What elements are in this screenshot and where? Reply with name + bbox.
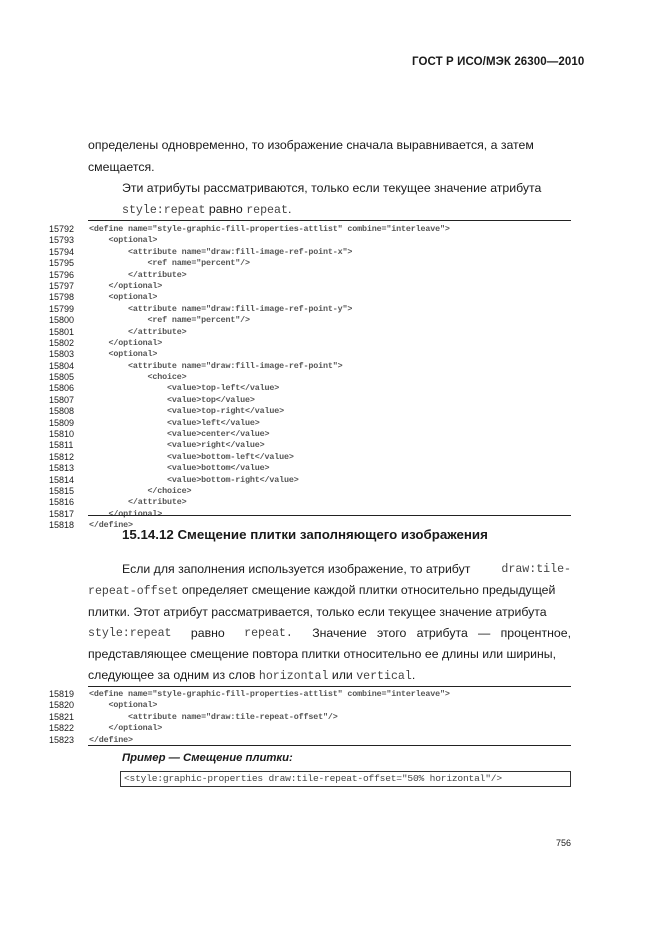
section-line-2: repeat-offset определяет смещение каждой плитки относительно предыдущей <box>88 583 556 598</box>
code-text: <value>bottom-right</value> <box>89 474 299 485</box>
code-text: <define name="style-graphic-fill-properties-attlist" combine="interleave"> <box>89 224 450 234</box>
code-text: <attribute name="draw:fill-image-ref-point-y"> <box>89 303 353 314</box>
line-number: 15800 <box>49 315 75 326</box>
code-block-2-top-rule <box>88 686 571 687</box>
example-code: <style:graphic-properties draw:tile-repeat-offset="50% horizontal"/> <box>124 773 502 784</box>
section-line-5: представляющее смещение повтора плитки относительно ее длины или ширины, <box>88 647 557 661</box>
note-line-2: style:repeat равно repeat. <box>122 202 292 217</box>
line-number: 15802 <box>49 337 75 348</box>
line-number: 15820 <box>49 700 75 711</box>
line-number: 15801 <box>49 326 75 337</box>
note-line-1: Эти атрибуты рассматриваются, только если текущее значение атрибута <box>122 181 542 195</box>
code-text: </optional> <box>89 723 163 734</box>
code-text: <optional> <box>89 349 158 360</box>
line-number: 15811 <box>49 440 74 451</box>
line-number: 15814 <box>49 474 75 485</box>
code-text: <optional> <box>89 700 158 711</box>
intro-line-2: смещается. <box>88 160 155 174</box>
section-line-6: следующее за одним из слов horizontal или vertical. <box>88 668 416 683</box>
line-number: 15808 <box>49 406 75 417</box>
code-text: </define> <box>89 520 133 531</box>
code-text: <value>top-left</value> <box>89 383 280 394</box>
code-text: <value>right</value> <box>89 440 265 451</box>
line-number: 15822 <box>49 723 75 734</box>
code-text: <optional> <box>89 235 158 246</box>
code-text: <attribute name="draw:fill-image-ref-point-x"> <box>89 246 353 257</box>
line-number: 15805 <box>49 372 75 383</box>
section-line-3: плитки. Этот атрибут рассматривается, только если текущее значение атрибута <box>88 605 547 619</box>
attribute-note <box>122 178 541 221</box>
section-line-1: Если для заполнения используется изображение, то атрибут draw:tile- <box>122 562 571 576</box>
line-number: 15799 <box>49 303 75 314</box>
line-number: 15816 <box>49 497 75 508</box>
code-block-1-bottom-rule <box>88 515 571 516</box>
code-text: <define name="style-graphic-fill-properties-attlist" combine="interleave"> <box>89 689 450 699</box>
section-line-4: style:repeat равно repeat. Значение этого атрибута — процентное, <box>88 626 571 640</box>
code-text: <ref name="percent"/> <box>89 258 250 269</box>
page-number: 756 <box>556 838 572 848</box>
section-paragraph <box>122 559 571 580</box>
code-text: </define> <box>89 734 133 745</box>
code-text: <value>top-right</value> <box>89 406 285 417</box>
line-number: 15823 <box>49 734 75 745</box>
line-number: 15821 <box>49 711 75 722</box>
line-number: 15794 <box>49 246 75 257</box>
line-number: 15797 <box>49 280 75 291</box>
line-number: 15806 <box>49 383 75 394</box>
section-paragraph-cont <box>88 580 571 687</box>
code-text: <attribute name="draw:tile-repeat-offset"/> <box>89 711 338 722</box>
line-number: 15812 <box>49 451 75 462</box>
example-code-box <box>120 771 571 787</box>
code-text: </attribute> <box>89 269 187 280</box>
document-header: ГОСТ Р ИСО/МЭК 26300—2010 <box>412 56 585 68</box>
section-heading: 15.14.12 Смещение плитки заполняющего изображения <box>122 527 488 542</box>
code-text: </attribute> <box>89 326 187 337</box>
line-number: 15815 <box>49 485 75 496</box>
line-number: 15804 <box>49 360 75 371</box>
code-text: <choice> <box>89 372 187 383</box>
code-text: <value>top</value> <box>89 394 255 405</box>
intro-paragraph <box>88 135 570 178</box>
code-text: <value>bottom</value> <box>89 463 270 474</box>
line-number: 15813 <box>49 463 75 474</box>
code-text: <optional> <box>89 292 158 303</box>
code-block-2-bottom-rule <box>88 745 571 746</box>
code-block-1-top-rule <box>88 220 571 221</box>
line-number: 15807 <box>49 394 75 405</box>
line-number: 15819 <box>49 689 75 699</box>
code-text: <ref name="percent"/> <box>89 315 250 326</box>
line-number: 15810 <box>49 429 75 440</box>
code-text: </optional> <box>89 337 163 348</box>
intro-line-1: определены одновременно, то изображение сначала выравнивается, а затем <box>88 138 534 152</box>
code-text: </optional> <box>89 508 163 519</box>
line-number: 15792 <box>49 224 75 234</box>
code-text: <attribute name="draw:fill-image-ref-point"> <box>89 360 343 371</box>
line-number: 15793 <box>49 235 75 246</box>
code-text: <value>left</value> <box>89 417 260 428</box>
line-number: 15796 <box>49 269 75 280</box>
code-text: </attribute> <box>89 497 187 508</box>
line-number: 15818 <box>49 520 75 531</box>
code-text: <value>center</value> <box>89 429 270 440</box>
line-number: 15803 <box>49 349 75 360</box>
line-number: 15795 <box>49 258 75 269</box>
line-number: 15809 <box>49 417 75 428</box>
code-text: <value>bottom-left</value> <box>89 451 294 462</box>
line-number: 15817 <box>49 508 75 519</box>
example-title: Пример — Смещение плитки: <box>122 752 293 764</box>
code-text: </optional> <box>89 280 163 291</box>
code-text: </choice> <box>89 485 192 496</box>
line-number: 15798 <box>49 292 75 303</box>
